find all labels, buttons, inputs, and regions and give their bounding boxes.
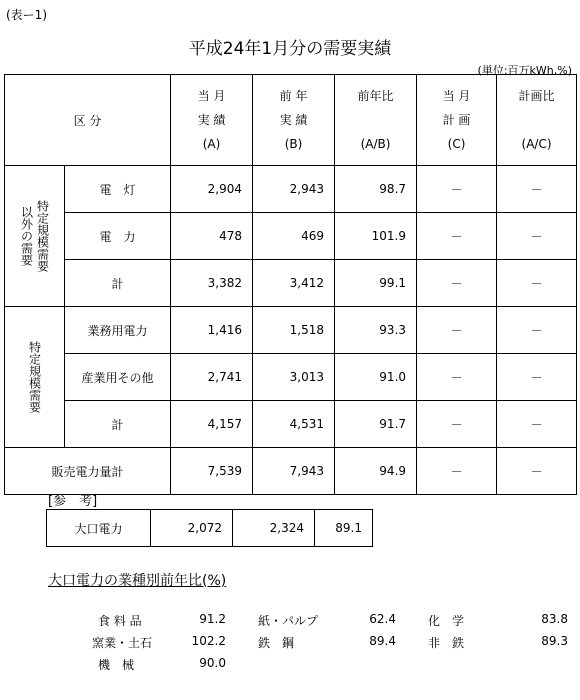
header-plan-line3: (C) xyxy=(447,137,466,151)
cell-planratio: － xyxy=(497,354,577,401)
cell-prev: 2,943 xyxy=(253,166,335,213)
cell-current: 2,904 xyxy=(171,166,253,213)
cell-ratio: 99.1 xyxy=(335,260,417,307)
cell-planratio: － xyxy=(497,448,577,495)
header-planratio-line1: 計画比 xyxy=(518,89,555,103)
reference-name: 大口電力 xyxy=(47,510,151,547)
cell-current: 478 xyxy=(171,213,253,260)
breakdown-name: 化 学 xyxy=(428,614,465,628)
breakdown-title: 大口電力の業種別前年比(%) xyxy=(48,573,227,589)
cell-prev: 7,943 xyxy=(253,448,335,495)
cell-prev: 4,531 xyxy=(253,401,335,448)
header-row xyxy=(5,75,577,166)
header-ratio-spacer xyxy=(335,108,416,132)
table-number-label: (表ー1) xyxy=(6,8,47,22)
cell-planratio: － xyxy=(497,213,577,260)
table-row xyxy=(5,213,577,260)
row-label: 電 力 xyxy=(65,213,171,260)
breakdown-name: 機 械 xyxy=(98,658,135,672)
unit-label: (単位:百万kWh,%) xyxy=(477,64,572,77)
cell-prev: 1,518 xyxy=(253,307,335,354)
breakdown-value: 91.2 xyxy=(199,612,226,626)
header-plan-line2: 計 画 xyxy=(442,113,471,127)
group1-label xyxy=(5,166,65,307)
header-current-line3: (A) xyxy=(202,137,221,151)
cell-plan: － xyxy=(417,401,497,448)
breakdown-name: 鉄 鋼 xyxy=(258,636,295,650)
cell-prev: 469 xyxy=(253,213,335,260)
reference-current: 2,072 xyxy=(151,510,233,547)
cell-planratio: － xyxy=(497,307,577,354)
row-label: 計 xyxy=(65,401,171,448)
table-row xyxy=(5,260,577,307)
breakdown-name: 非 鉄 xyxy=(428,636,465,650)
reference-table xyxy=(46,509,373,547)
cell-ratio: 91.0 xyxy=(335,354,417,401)
cell-ratio: 91.7 xyxy=(335,401,417,448)
cell-ratio: 101.9 xyxy=(335,213,417,260)
cell-current: 3,382 xyxy=(171,260,253,307)
breakdown-name: 紙・パルプ xyxy=(258,614,319,628)
group1-label-col-b: 以外の需要 xyxy=(19,206,34,266)
row-label: 計 xyxy=(65,260,171,307)
group2-label-text: 特定規模需要 xyxy=(27,341,42,413)
row-label: 産業用その他 xyxy=(65,354,171,401)
cell-ratio: 94.9 xyxy=(335,448,417,495)
cell-current: 7,539 xyxy=(171,448,253,495)
cell-prev: 3,013 xyxy=(253,354,335,401)
table-row xyxy=(5,354,577,401)
header-plan xyxy=(417,75,497,166)
cell-plan: － xyxy=(417,448,497,495)
breakdown-value: 89.3 xyxy=(541,634,568,648)
cell-planratio: － xyxy=(497,260,577,307)
cell-plan: － xyxy=(417,354,497,401)
reference-ratio: 89.1 xyxy=(315,510,373,547)
header-planratio xyxy=(497,75,577,166)
cell-planratio: － xyxy=(497,166,577,213)
header-ratio xyxy=(335,75,417,166)
header-current-line2: 実 績 xyxy=(197,113,226,127)
cell-prev: 3,412 xyxy=(253,260,335,307)
breakdown-value: 62.4 xyxy=(369,612,396,626)
breakdown-value: 102.2 xyxy=(191,634,226,648)
cell-current: 2,741 xyxy=(171,354,253,401)
reference-prev: 2,324 xyxy=(233,510,315,547)
header-planratio-spacer xyxy=(497,108,576,132)
cell-plan: － xyxy=(417,307,497,354)
cell-current: 4,157 xyxy=(171,401,253,448)
header-planratio-line3: (A/C) xyxy=(521,137,552,151)
breakdown-value: 90.0 xyxy=(199,656,226,670)
breakdown-name: 窯業・土石 xyxy=(92,636,153,650)
cell-ratio: 93.3 xyxy=(335,307,417,354)
demand-table xyxy=(4,74,577,495)
header-ratio-line3: (A/B) xyxy=(360,137,391,151)
table-row-total xyxy=(5,448,577,495)
cell-current: 1,416 xyxy=(171,307,253,354)
group1-label-col-a: 特定規模需要 xyxy=(35,200,50,272)
cell-plan: － xyxy=(417,213,497,260)
breakdown-value: 89.4 xyxy=(369,634,396,648)
row-label: 販売電力量計 xyxy=(5,448,171,495)
header-ratio-line1: 前年比 xyxy=(357,89,394,103)
breakdown-value: 83.8 xyxy=(541,612,568,626)
group2-label xyxy=(5,307,65,448)
header-category: 区 分 xyxy=(5,75,171,166)
table-row xyxy=(5,166,577,213)
cell-plan: － xyxy=(417,166,497,213)
breakdown-name: 食 料 品 xyxy=(98,614,142,628)
header-current-line1: 当 月 xyxy=(197,89,226,103)
table-row xyxy=(5,401,577,448)
header-prev-line3: (B) xyxy=(284,137,303,151)
row-label: 電 灯 xyxy=(65,166,171,213)
cell-plan: － xyxy=(417,260,497,307)
header-plan-line1: 当 月 xyxy=(442,89,471,103)
header-prev-line1: 前 年 xyxy=(279,89,308,103)
cell-planratio: － xyxy=(497,401,577,448)
header-current xyxy=(171,75,253,166)
table-row xyxy=(47,510,373,547)
reference-label: [参 考] xyxy=(48,494,98,509)
page-title: 平成24年1月分の需要実績 xyxy=(188,39,392,59)
row-label: 業務用電力 xyxy=(65,307,171,354)
header-prev xyxy=(253,75,335,166)
header-prev-line2: 実 績 xyxy=(279,113,308,127)
table-row xyxy=(5,307,577,354)
cell-ratio: 98.7 xyxy=(335,166,417,213)
